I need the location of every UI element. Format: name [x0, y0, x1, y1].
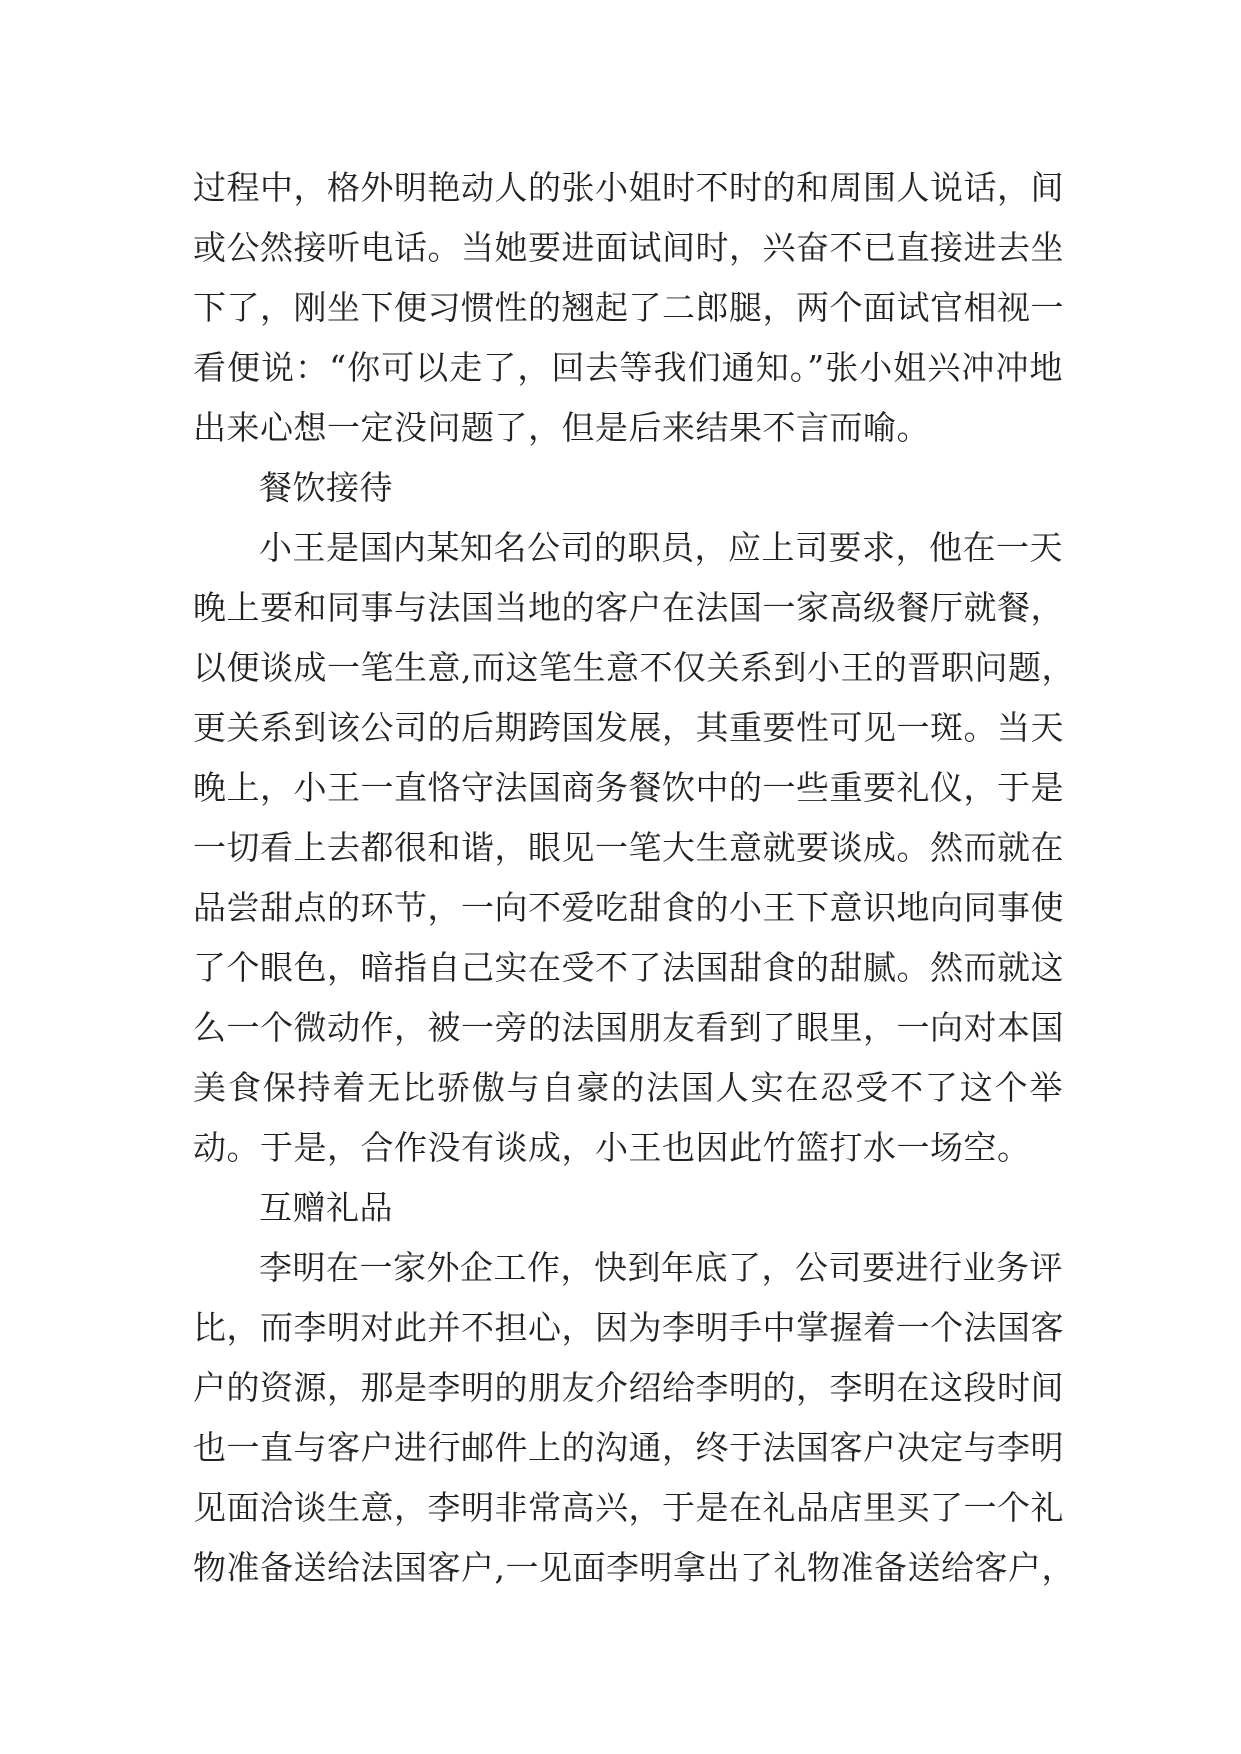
text-line: 以便谈成一笔生意,而这笔生意不仅关系到小王的晋职问题， [193, 648, 1075, 687]
text-line: 晚上要和同事与法国当地的客户在法国一家高级餐厅就餐， [193, 588, 1064, 627]
text-line: 品尝甜点的环节，一向不爱吃甜食的小王下意识地向同事使 [193, 888, 1064, 927]
text-line: 了个眼色，暗指自己实在受不了法国甜食的甜腻。然而就这 [193, 948, 1064, 987]
text-line: 更关系到该公司的后期跨国发展，其重要性可见一斑。当天 [193, 708, 1064, 747]
text-line: 出来心想一定没问题了，但是后来结果不言而喻。 [193, 408, 930, 447]
text-line: 下了，刚坐下便习惯性的翘起了二郎腿，两个面试官相视一 [193, 288, 1064, 327]
text-line: 看便说：“你可以走了，回去等我们通知。”张小姐兴冲冲地 [193, 348, 1063, 387]
document-body [193, 158, 1075, 1598]
text-line: 一切看上去都很和谐，眼见一笔大生意就要谈成。然而就在 [193, 828, 1064, 867]
text-line: 物准备送给法国客户,一见面李明拿出了礼物准备送给客户， [193, 1548, 1075, 1587]
text-line: 也一直与客户进行邮件上的沟通，终于法国客户决定与李明 [193, 1428, 1064, 1467]
text-line: 或公然接听电话。当她要进面试间时，兴奋不已直接进去坐 [193, 228, 1064, 267]
section-heading-gifts: 互赠礼品 [259, 1188, 393, 1227]
text-line: 比，而李明对此并不担心，因为李明手中掌握着一个法国客 [193, 1308, 1064, 1347]
text-line: 见面洽谈生意，李明非常高兴，于是在礼品店里买了一个礼 [193, 1488, 1064, 1527]
text-line: 么一个微动作，被一旁的法国朋友看到了眼里，一向对本国 [193, 1008, 1064, 1047]
text-line: 过程中，格外明艳动人的张小姐时不时的和周围人说话，间 [193, 168, 1064, 207]
section-heading-dining: 餐饮接待 [259, 468, 393, 507]
text-line: 李明在一家外企工作，快到年底了，公司要进行业务评 [259, 1248, 1063, 1287]
text-line: 户的资源，那是李明的朋友介绍给李明的，李明在这段时间 [193, 1368, 1064, 1407]
text-line: 小王是国内某知名公司的职员，应上司要求，他在一天 [259, 528, 1063, 567]
text-line: 美食保持着无比骄傲与自豪的法国人实在忍受不了这个举 [193, 1068, 1063, 1107]
text-line: 动。于是，合作没有谈成，小王也因此竹篮打水一场空。 [193, 1128, 1031, 1167]
text-line: 晚上，小王一直恪守法国商务餐饮中的一些重要礼仪，于是 [193, 768, 1064, 807]
